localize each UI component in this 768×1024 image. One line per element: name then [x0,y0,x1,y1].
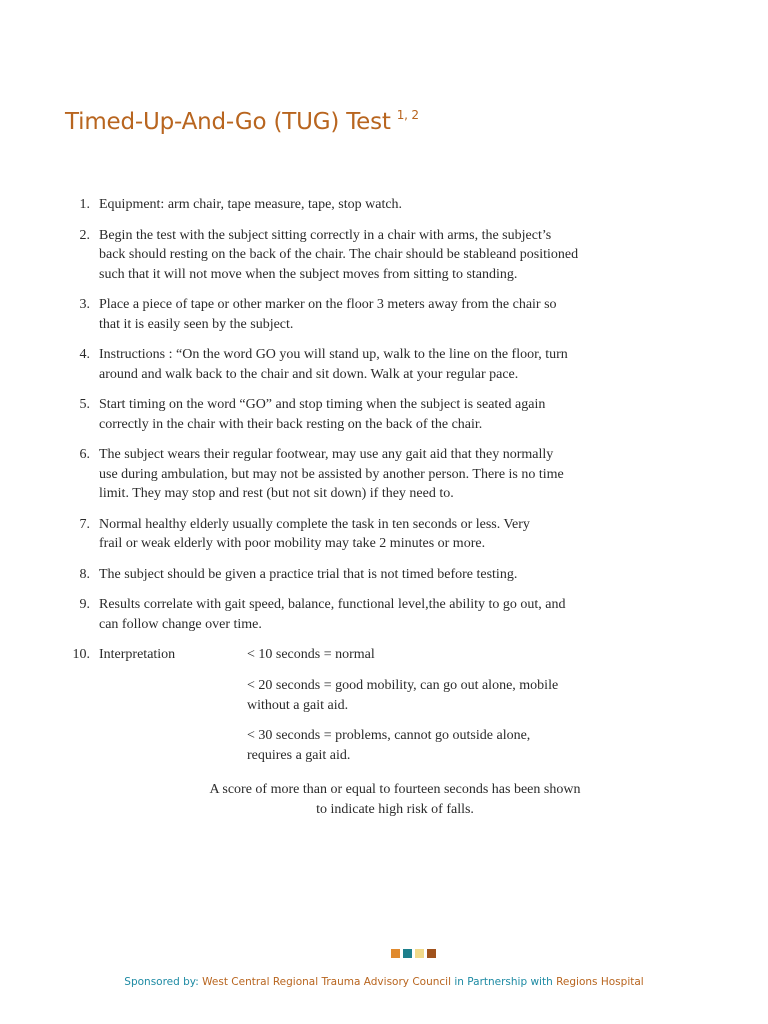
text-line: The subject should be given a practice trial that is not timed before testing. [99,566,518,582]
list-item [0,226,768,285]
title-superscript: 1, 2 [396,108,419,122]
text-line: < 20 seconds = good mobility, can go out alone, mobile [247,678,559,693]
text-line: around and walk back to the chair and sit down. Walk at your regular pace. [99,366,519,382]
text-line: Start timing on the word “GO” and stop timing when the subject is seated again [99,397,546,412]
text-line: that it is easily seen by the subject. [99,316,294,332]
text-line: frail or weak elderly with poor mobility may take 2 minutes or more. [99,536,486,551]
list-item [0,395,768,434]
list-item-text [99,595,639,634]
list-item-number: 3. [79,297,90,312]
decorative-squares [391,949,436,959]
text-line: Normal healthy elderly usually complete the task in ten seconds or less. Very [99,516,530,532]
list-item-number: 6. [79,447,90,462]
list-item-number: 1. [79,197,90,212]
list-item [0,195,768,215]
decorative-square [403,949,412,958]
text-line: such that it will not move when the subject moves from sitting to standing. [99,266,518,282]
list-item-number: 10. [72,647,90,662]
sponsor-footer [0,976,768,988]
list-item-text [99,395,639,434]
list-item-text [99,195,639,215]
list-item [0,445,768,504]
text-line: A score of more than or equal to fourteen seconds has been shown [209,782,581,797]
list-item-text [99,515,639,554]
instruction-list [0,195,768,786]
text-line: limit. They may stop and rest (but not sit down) if they need to. [99,486,454,501]
text-line: The subject wears their regular footwear, may use any gait aid that they normally [99,447,554,462]
interpretation-label: Interpretation [99,647,176,662]
list-item-text [99,345,639,384]
list-item [0,345,768,384]
list-item-text [99,295,639,334]
interpretation-item [0,645,768,775]
text-line: use during ambulation, but may not be assisted by another person. There is no time [99,466,564,482]
decorative-square [391,949,400,958]
council-name: West Central Regional Trauma Advisory Council [202,976,452,988]
interpretation-normal: < 10 seconds = normal [247,647,375,662]
list-item-text [99,226,639,285]
list-item-number: 5. [79,397,90,412]
page-title [65,108,419,135]
list-item [0,595,768,634]
text-line: Place a piece of tape or other marker on the floor 3 meters away from the chair so [99,297,557,312]
list-item-text [99,445,639,504]
text-line: requires a gait aid. [247,747,351,763]
text-line: Begin the test with the subject sitting correctly in a chair with arms, the subject’s [99,227,552,243]
list-item [0,565,768,585]
list-item [0,515,768,554]
decorative-square [415,949,424,958]
title-text: Timed-Up-And-Go (TUG) Test [65,109,391,135]
interpretation-problems [247,726,530,765]
hospital-name: Regions Hospital [556,976,644,988]
list-item-text [99,565,639,585]
decorative-square [427,949,436,958]
text-line: without a gait aid. [247,697,349,713]
text-line: Instructions : “On the word GO you will stand up, walk to the line on the floor, turn [99,347,568,362]
sponsored-label: Sponsored by: [124,976,199,988]
text-line: back should resting on the back of the chair. The chair should be stableand positioned [99,247,579,262]
list-item-number: 9. [79,597,90,612]
list-item-number: 7. [79,516,90,532]
score-note [0,780,768,819]
list-item-number: 8. [79,566,90,582]
text-line: Results correlate with gait speed, balance, functional level,the ability to go out, and [99,597,566,612]
interpretation-good-mobility [247,676,558,715]
list-item [0,295,768,334]
text-line: correctly in the chair with their back resting on the back of the chair. [99,416,483,432]
list-item-number: 2. [79,227,90,243]
text-line: to indicate high risk of falls. [316,801,474,817]
partnership-text: in Partnership with [454,976,553,988]
text-line: < 30 seconds = problems, cannot go outside alone, [247,728,531,743]
text-line: Equipment: arm chair, tape measure, tape, stop watch. [99,197,403,212]
list-item-number: 4. [79,347,90,362]
text-line: can follow change over time. [99,616,262,632]
